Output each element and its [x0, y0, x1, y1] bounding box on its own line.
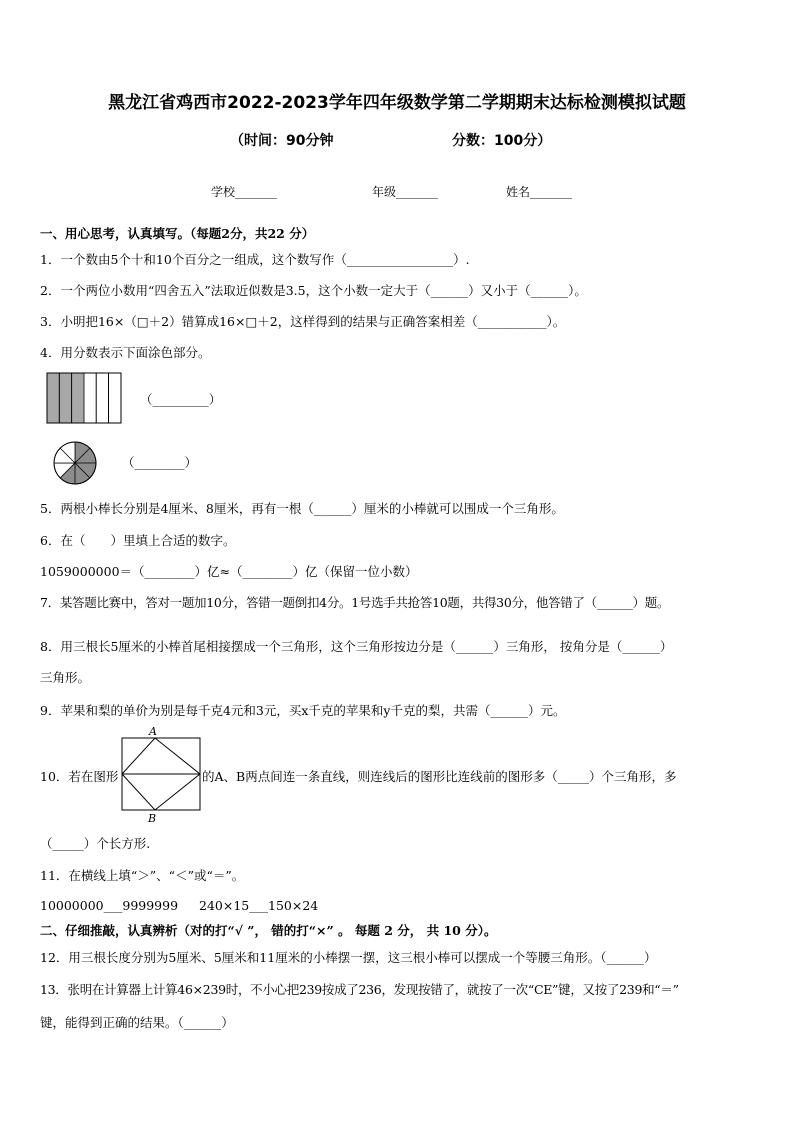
section-1-heading: 一、用心思考，认真填写。（每题2分，共22 分） — [40, 226, 315, 241]
question-12: 12．用三根长度分别为5厘米、5厘米和11厘米的小棒摆一摆，这三根小棒可以摆成一个等腰三角形。（______） — [40, 950, 657, 965]
question-8: 8．用三根长5厘米的小棒首尾相接摆成一个三角形，这个三角形按边分是（______）三角形， 按角分是（______） — [40, 639, 673, 654]
question-10-end: 的A、B两点间连一条直线，则连线后的图形比连线前的图形多（_____）个三角形，多 — [202, 769, 677, 784]
question-4: 4．用分数表示下面涂色部分。 — [40, 345, 211, 360]
name-field: 姓名_______ — [506, 185, 573, 199]
question-7: 7．某答题比赛中，答对一题加10分，答错一题倒扣4分。1号选手共抢答10题，共得30分，他答错了（______）题。 — [40, 595, 670, 610]
question-13: 13．张明在计算器上计算46×239时，不小心把239按成了236，发现按错了，就按了一次“CE”键，又按了239和“＝” — [40, 982, 679, 997]
score-label: 分数：100分） — [452, 133, 552, 149]
question-6-line-2: 1059000000＝（________）亿≈（________）亿（保留一位小数） — [40, 564, 418, 579]
question-10-line-2: （_____）个长方形. — [40, 836, 151, 851]
question-6: 6．在（ ）里填上合适的数字。 — [40, 533, 236, 548]
question-11: 11．在横线上填“＞”、“＜”或“＝”。 — [40, 868, 245, 883]
question-4-blank-1: （_________） — [140, 392, 222, 407]
question-2: 2．一个两位小数用“四舍五入”法取近似数是3.5，这个小数一定大于（______）又小于（______）。 — [40, 283, 587, 298]
label-b: B — [148, 812, 157, 824]
page-title: 黑龙江省鸡西市2022-2023学年四年级数学第二学期期末达标检测模拟试题 — [108, 93, 686, 113]
label-a: A — [149, 725, 157, 738]
question-11-part-a: 10000000___9999999 — [40, 898, 179, 913]
question-1: 1．一个数由5个十和10个百分之一组成，这个数写作（_________________）. — [40, 252, 470, 267]
school-field: 学校_______ — [211, 185, 278, 199]
section-2-heading: 二、仔细推敲，认真辨析（对的打“√ ”， 错的打“×” 。 每题 2 分， 共 10 分）。 — [40, 923, 497, 938]
shaded-rectangle-figure — [46, 372, 122, 424]
question-5: 5．两根小棒长分别是4厘米、8厘米，再有一根（______）厘米的小棒就可以围成一个三角形。 — [40, 501, 564, 516]
question-8-line-2: 三角形。 — [40, 670, 91, 685]
question-4-blank-2: （________） — [122, 455, 198, 470]
question-9: 9．苹果和梨的单价为别是每千克4元和3元，买x千克的苹果和y千克的梨，共需（______）元。 — [40, 703, 566, 718]
shaded-circle-figure — [52, 440, 98, 486]
question-3: 3．小明把16×（□＋2）错算成16×□＋2，这样得到的结果与正确答案相差（___________）。 — [40, 314, 566, 329]
time-label: （时间：90分钟 — [230, 133, 334, 149]
rectangle-triangle-figure — [120, 724, 202, 824]
question-10-start: 10．若在图形 — [40, 769, 119, 784]
grade-field: 年级_______ — [372, 185, 439, 199]
question-11-part-b: 240×15___150×24 — [199, 898, 319, 913]
question-13-line-2: 键，能得到正确的结果。（______） — [40, 1015, 234, 1030]
